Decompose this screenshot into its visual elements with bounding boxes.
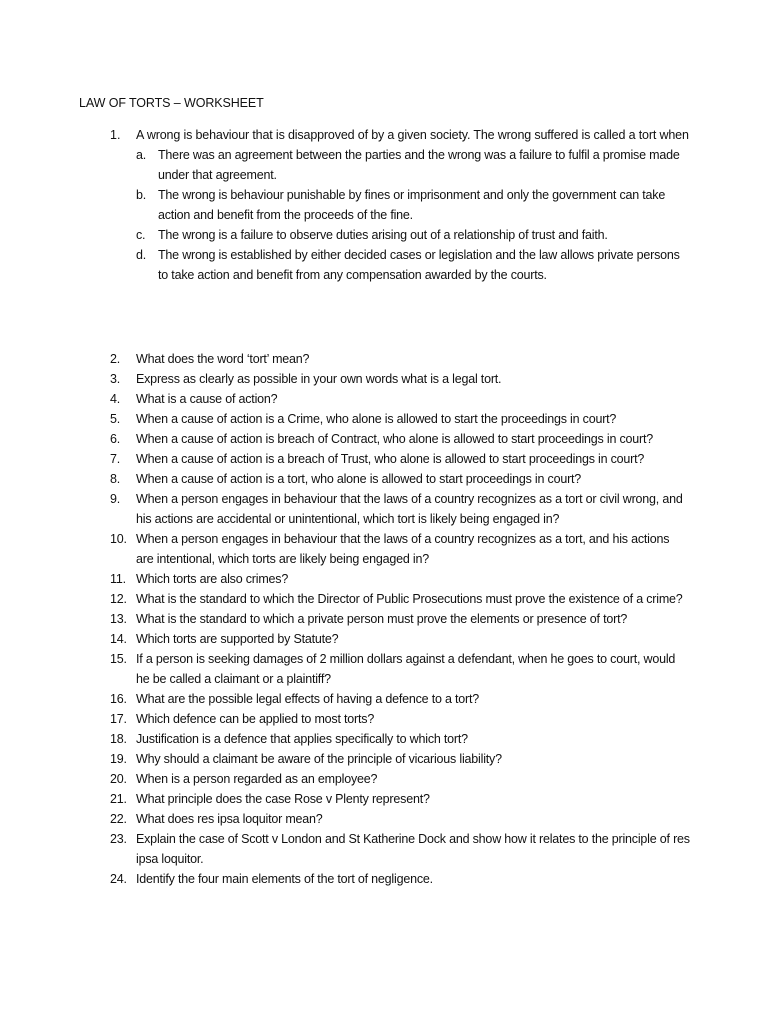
question-text: Which defence can be applied to most torts? (136, 712, 375, 726)
option-letter: d. (136, 248, 147, 262)
question-number: 19. (110, 752, 127, 766)
question-number: 12. (110, 592, 127, 606)
list-item (110, 389, 690, 409)
question-number: 9. (110, 492, 121, 506)
list-item (110, 429, 690, 449)
question-text: What principle does the case Rose v Plenty represent? (136, 792, 430, 806)
question-number: 15. (110, 652, 127, 666)
question-number: 3. (110, 372, 121, 386)
question-number: 18. (110, 732, 127, 746)
question-number: 1. (110, 128, 121, 142)
question-text: Which torts are also crimes? (136, 572, 289, 586)
list-item (110, 809, 690, 829)
question-text: What is the standard to which a private person must prove the elements or presence of tort? (136, 612, 628, 626)
question-text: When a person engages in behaviour that the laws of a country recognizes as a tort, and his actions are intentional, which torts are likely being engaged in? (136, 532, 670, 566)
list-item (110, 829, 690, 869)
list-item (110, 409, 690, 429)
question-text: What is the standard to which the Director of Public Prosecutions must prove the existence of a crime? (136, 592, 683, 606)
question-text: What does the word ‘tort’ mean? (136, 352, 310, 366)
list-item (110, 489, 690, 529)
question-number: 17. (110, 712, 127, 726)
answer-option-c (136, 225, 690, 245)
list-item (110, 349, 690, 369)
list-item (110, 729, 690, 749)
question-text: When a cause of action is a breach of Trust, who alone is allowed to start proceedings in court? (136, 452, 645, 466)
option-text: The wrong is behaviour punishable by fines or imprisonment and only the government can take action and benefit from the proceeds of the fine. (158, 188, 666, 222)
question-text: If a person is seeking damages of 2 million dollars against a defendant, when he goes to court, would he be called a claimant or a plaintiff? (136, 652, 676, 686)
answer-option-b (136, 185, 690, 225)
question-number: 23. (110, 832, 127, 846)
list-item (110, 529, 690, 569)
question-number: 11. (110, 572, 126, 586)
question-number: 22. (110, 812, 127, 826)
question-text: Which torts are supported by Statute? (136, 632, 339, 646)
question-text: Identify the four main elements of the tort of negligence. (136, 872, 433, 886)
question-number: 20. (110, 772, 127, 786)
option-letter: c. (136, 228, 146, 242)
option-text: The wrong is a failure to observe duties arising out of a relationship of trust and faith. (158, 228, 608, 242)
question-text: When a person engages in behaviour that the laws of a country recognizes as a tort or civil wrong, and his actions are accidental or unintentional, which tort is likely being engaged in? (136, 492, 683, 526)
question-1 (110, 125, 690, 285)
question-number: 21. (110, 792, 127, 806)
question-list (110, 349, 690, 889)
answer-option-d (136, 245, 690, 285)
question-number: 14. (110, 632, 127, 646)
option-text: The wrong is established by either decided cases or legislation and the law allows private persons to take action and benefit from any compensation awarded by the courts. (158, 248, 680, 282)
question-number: 5. (110, 412, 121, 426)
list-item (110, 869, 690, 889)
list-item (110, 609, 690, 629)
list-item (110, 689, 690, 709)
option-letter: a. (136, 148, 147, 162)
list-item (110, 649, 690, 689)
question-text: A wrong is behaviour that is disapproved of by a given society. The wrong suffered is called a tort when (136, 128, 689, 142)
question-text: When a cause of action is breach of Contract, who alone is allowed to start proceedings in court? (136, 432, 654, 446)
question-text: Express as clearly as possible in your own words what is a legal tort. (136, 372, 502, 386)
list-item (110, 449, 690, 469)
question-text: Explain the case of Scott v London and St Katherine Dock and show how it relates to the principle of res ipsa loquitor. (136, 832, 690, 866)
page-title: LAW OF TORTS – WORKSHEET (79, 96, 264, 110)
question-number: 8. (110, 472, 121, 486)
question-number: 10. (110, 532, 127, 546)
answer-options (136, 145, 690, 285)
question-text: When a cause of action is a tort, who alone is allowed to start proceedings in court? (136, 472, 582, 486)
question-text: Justification is a defence that applies specifically to which tort? (136, 732, 468, 746)
question-number: 24. (110, 872, 127, 886)
question-text: When is a person regarded as an employee? (136, 772, 378, 786)
list-item (110, 789, 690, 809)
list-item (110, 709, 690, 729)
option-text: There was an agreement between the parties and the wrong was a failure to fulfil a promise made under that agreement. (158, 148, 680, 182)
question-text: What is a cause of action? (136, 392, 278, 406)
answer-option-a (136, 145, 690, 185)
question-number: 13. (110, 612, 127, 626)
list-item (110, 749, 690, 769)
option-letter: b. (136, 188, 147, 202)
question-number: 7. (110, 452, 121, 466)
question-number: 4. (110, 392, 121, 406)
list-item (110, 589, 690, 609)
question-number: 6. (110, 432, 121, 446)
question-text: Why should a claimant be aware of the principle of vicarious liability? (136, 752, 502, 766)
question-text: When a cause of action is a Crime, who alone is allowed to start the proceedings in court? (136, 412, 617, 426)
question-text: What does res ipsa loquitor mean? (136, 812, 323, 826)
list-item (110, 469, 690, 489)
list-item (110, 569, 690, 589)
question-text: What are the possible legal effects of having a defence to a tort? (136, 692, 480, 706)
list-item (110, 769, 690, 789)
question-number: 16. (110, 692, 127, 706)
list-item (110, 369, 690, 389)
list-item (110, 629, 690, 649)
question-number: 2. (110, 352, 121, 366)
